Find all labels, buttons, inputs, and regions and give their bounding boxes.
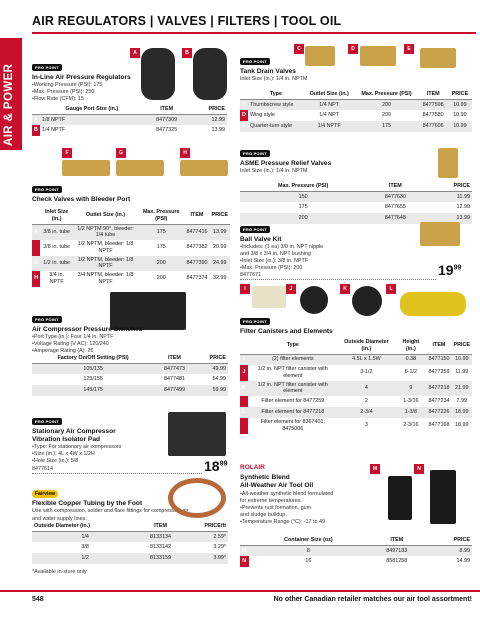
oil-title-2: All-Weather Air Tool Oil (240, 482, 314, 490)
image-label: G (116, 148, 126, 158)
pad-title-2: Vibration Isolator Pad (32, 436, 101, 444)
table-row: E Quarter-turn style 1/4 NPTF 175 8477606 10.99 (240, 121, 472, 132)
oil-title: Synthetic Blend (240, 474, 290, 482)
table-row: Filter element for 8367401; 8475006 3 2-3/16 8477168 18.99 (240, 418, 472, 434)
tubing-table: Outside Diameter (in.) ITEM PRICE/ft 1/4 8133134 2.59* 3/8 8133142 3.29* 1/2 8133159 3.99* (32, 522, 228, 564)
table-row: 175 8477655 12.99 (298, 204, 470, 211)
table-row: N 16 8581258 14.99 (240, 556, 472, 567)
ball-title: Ball Valve Kit (240, 235, 282, 243)
table-row: G 1/2 in. tube 1/2 NPTM, bleeder: 1/8 NPTF 200 8477390 24.99 (32, 256, 230, 272)
check-table: Inlet Size (in.) Outlet Size (in.) Max. Pressure (PSI) ITEM PRICE F 3/8 in. tube 1/2 NPTM 90°, bleeder: 1/4 tube 175 8477416 13.99 3/8 in. tube 1/2 NPTM, bleeder: 1/8 NPTF 175 8477382 20.99 G 1/2 in. tube 1/2 NPTM, bleeder: 1/8 NPTF 200 8477390 24.99 H 3/4 in. NPTF 3/4 NPTM, bleeder: 1/8 NPTF 200 8477374 32.99 (32, 208, 230, 287)
table-row: I (2) filter elements 4.5L x 1.5W 0.38 8477150 10.99 (240, 354, 472, 365)
table-row: 150 8477630 11.99 (240, 191, 472, 202)
pro-point-badge: PRO POINT (32, 316, 62, 323)
table-row: 200 8477648 13.99 (240, 213, 472, 224)
image-label: K (340, 284, 350, 294)
drain-d-image (360, 46, 396, 66)
ball-bullet: •Max. Pressure (PSI): 200 (240, 265, 303, 272)
tubing-desc: Use with compression, solder and flare fittings for compressed-air and water supply lines. (32, 508, 189, 522)
regulators-title: In-Line Air Pressure Regulators (32, 73, 131, 81)
copper-tubing-image (168, 478, 226, 518)
filter-k-image (352, 286, 382, 316)
ball-item: 8477671 (240, 272, 261, 279)
filter-i-image (252, 286, 286, 308)
table-row: 1/4 8133134 2.59* (32, 531, 228, 542)
table-row: J 1/2 in. NPT filter canister with element 3-1/2 6-1/2 8477259 11.99 (240, 365, 472, 381)
sidebar-label: AIR & POWER (3, 63, 15, 146)
oil-bullet: and sludge buildup. (240, 511, 287, 518)
oil-bullet: •Temperature Range (°C): -17 to 49 (240, 518, 325, 525)
drain-e-image (420, 48, 456, 68)
table-row: D Wing style 1/4 NPT 200 8477580 10.99 (240, 110, 472, 121)
pad-item: 8477614 (32, 465, 53, 472)
table-row: 105/135 8477473 49.99 (32, 363, 228, 374)
regulators-bullet: •Working Pressure (PSI): 175 (32, 82, 103, 89)
filter-l-image (400, 292, 466, 316)
image-label: M (370, 464, 380, 474)
pad-bullet: •Size (in.): 4L x 4W x 1/2H (32, 451, 95, 458)
ball-price: $19^{99}$ (438, 262, 462, 278)
switch-table: Factory On/Off Setting (PSI) ITEM PRICE 105/135 8477473 49.99 125/155 8477481 54.99 145/175 8477499 59.99 (32, 354, 228, 396)
relief-title: ASME Pressure Relief Valves (240, 159, 332, 167)
oil-n-image (430, 470, 456, 524)
table-row: 1/2 8133159 3.99* (32, 553, 228, 564)
image-label: J (286, 284, 296, 294)
footer-slogan: No other Canadian retailer matches our air tool assortment! (273, 596, 472, 603)
pad-bullet: •Type: For stationary air compressors (32, 444, 122, 451)
relief-table: Max. Pressure (PSI) ITEM PRICE 150 8477630 11.99 175 8477655 12.99 200 8477648 13.99 (240, 182, 472, 224)
section-sidebar (0, 38, 22, 150)
regulators-bullet: •Max. Pressure (PSI): 250 (32, 89, 95, 96)
image-label: B (182, 48, 192, 58)
image-label: H (180, 148, 190, 158)
pro-point-badge: PRO POINT (240, 58, 270, 65)
relief-valve-image (438, 148, 458, 178)
isolator-pad-image (168, 412, 226, 456)
pro-point-badge: PRO POINT (240, 150, 270, 157)
check-valve-h-image (180, 160, 228, 176)
pro-point-badge: PRO POINT (240, 226, 270, 233)
oil-bullet: •Prevents rust formation, gum (240, 504, 312, 511)
drain-sub: Inlet Size (in.): 1/4 in. NPTM (240, 76, 308, 83)
table-row: K 1/2 in. NPT filter canister with element 4 9 8477218 21.99 (240, 381, 472, 397)
tubing-title: Flexible Copper Tubing by the Foot (32, 500, 143, 508)
table-row: M 8 8497133 8.99 (240, 545, 472, 556)
image-label: N (414, 464, 424, 474)
table-row: H 3/4 in. NPTF 3/4 NPTM, bleeder: 1/8 NPTF 200 8477374 32.99 (32, 271, 230, 287)
image-label: D (348, 44, 358, 54)
pro-point-badge: PRO POINT (32, 186, 62, 193)
image-label: L (386, 284, 396, 294)
fairview-logo: Fairview (32, 490, 58, 498)
ball-bullet: and 3/8 x 3/4 in. NPT bushing (240, 251, 311, 258)
table-row: L Filter element for 8477218 2-3/4 1-3/8 8477226 18.99 (240, 407, 472, 418)
page-number: 548 (32, 596, 44, 603)
drain-c-image (305, 46, 335, 66)
filters-title: Filter Canisters and Elements (240, 327, 333, 335)
check-valve-f-image (62, 160, 110, 176)
table-row: Filter element for 8477259 2 1-3/16 8477234 7.99 (240, 396, 472, 407)
table-row: 3/8 8133142 3.29* (81, 544, 226, 551)
footer-divider (0, 590, 480, 592)
regulator-b-image (193, 48, 227, 100)
image-label: I (240, 284, 250, 294)
pro-point-badge: PRO POINT (240, 318, 270, 325)
ball-valve-image (420, 222, 460, 246)
switch-title: Air Compressor Pressure Switches (32, 325, 143, 333)
pro-point-badge: PRO POINT (32, 64, 62, 71)
oil-m-image (388, 476, 412, 520)
oil-table: Container Size (oz) ITEM PRICE M 8 8497133 8.99 N 16 8581258 14.99 (240, 536, 472, 567)
regulator-a-image (141, 48, 175, 100)
switch-bullet: •Amperage Rating (A): 26 (32, 348, 94, 355)
oil-bullet: •All-weather synthetic blend formulated (240, 490, 334, 497)
rolair-logo: ROLAIR (240, 464, 265, 471)
table-row: C Thumbscrew style 1/4 NPT 200 8477598 10.99 (240, 99, 472, 110)
image-label: C (294, 44, 304, 54)
filter-j-image (300, 286, 328, 314)
pad-price: $18^{99}$ (204, 458, 228, 474)
pad-bullet: •Hole Size (in.): 5/8 (32, 458, 79, 465)
pro-point-badge: PRO POINT (32, 418, 62, 425)
table-row: B 1/4 NPTF 8477325 13.99 (32, 125, 227, 136)
drain-table: Type Outlet Size (in.) Max. Pressure (PSI) ITEM PRICE C Thumbscrew style 1/4 NPT 200 8477598 10.99 D Wing style 1/4 NPT 200 8477580 10.99 E Quarter-turn style 1/4 NPTF 175 8477606 10.99 (240, 90, 472, 132)
switch-bullet: •Voltage Rating (V AC): 120/240 (32, 341, 109, 348)
switch-bullet: •Port Type (in.): Four 1/4 in. NPTF (32, 334, 114, 341)
relief-sub: Inlet Size (in.): 1/4 in. NPTM (240, 168, 308, 175)
drain-title: Tank Drain Valves (240, 67, 296, 75)
filters-table: Type Outside Diameter (in.) Height (in.) ITEM PRICE I (2) filter elements 4.5L x 1.5W 0.38 8477150 10.99 J 1/2 in. NPT filter canister with element 3-1/2 6-1/2 8477259 11.99 K 1/2 in. NPT filter canister with element 4 9 8477218 21.99 Filter element for 8477259 2 1-3/16 8477234 7.99 L Filter element for 8477218 2-3/4 1-3/8 8477226 18.99 Filter element for 8367401; 8475006 3 2-3/16 8477168 18.99 (240, 338, 472, 434)
check-valve-g-image (116, 160, 164, 176)
table-row: 3/8 in. tube 1/2 NPTM, bleeder: 1/8 NPTF 175 8477382 20.99 (32, 240, 230, 256)
check-title: Check Valves with Bleeder Port (32, 195, 131, 203)
regulators-table: Gauge Port Size (in.) ITEM PRICE A 1/8 NPTF 8477309 12.99 B 1/4 NPTF 8477325 13.99 (32, 105, 227, 136)
ball-bullet: •Inlet Size (in.): 3/8 in. NPTF (240, 258, 309, 265)
regulators-bullet: •Flow Rate (CFM): 15 (32, 96, 84, 103)
title-divider (32, 32, 476, 34)
pad-title: Stationary Air Compressor (32, 427, 116, 435)
tubing-note: *Available in-store only (32, 569, 87, 575)
image-label: F (62, 148, 72, 158)
table-row: A 1/8 NPTF 8477309 12.99 (32, 114, 227, 125)
oil-bullet: for extreme temperatures. (240, 497, 303, 504)
image-label: E (404, 44, 414, 54)
table-row: 145/175 8477499 59.99 (32, 385, 228, 396)
table-row: F 3/8 in. tube 1/2 NPTM 90°, bleeder: 1/4 tube 175 8477416 13.99 (32, 224, 230, 240)
page-title: AIR REGULATORS | VALVES | FILTERS | TOOL OIL (32, 14, 342, 28)
image-label: A (130, 48, 140, 58)
table-row: 125/155 8477481 54.99 (83, 376, 226, 383)
ball-bullet: •Includes: (1 ea) 3/8 in. NPT nipple (240, 244, 324, 251)
